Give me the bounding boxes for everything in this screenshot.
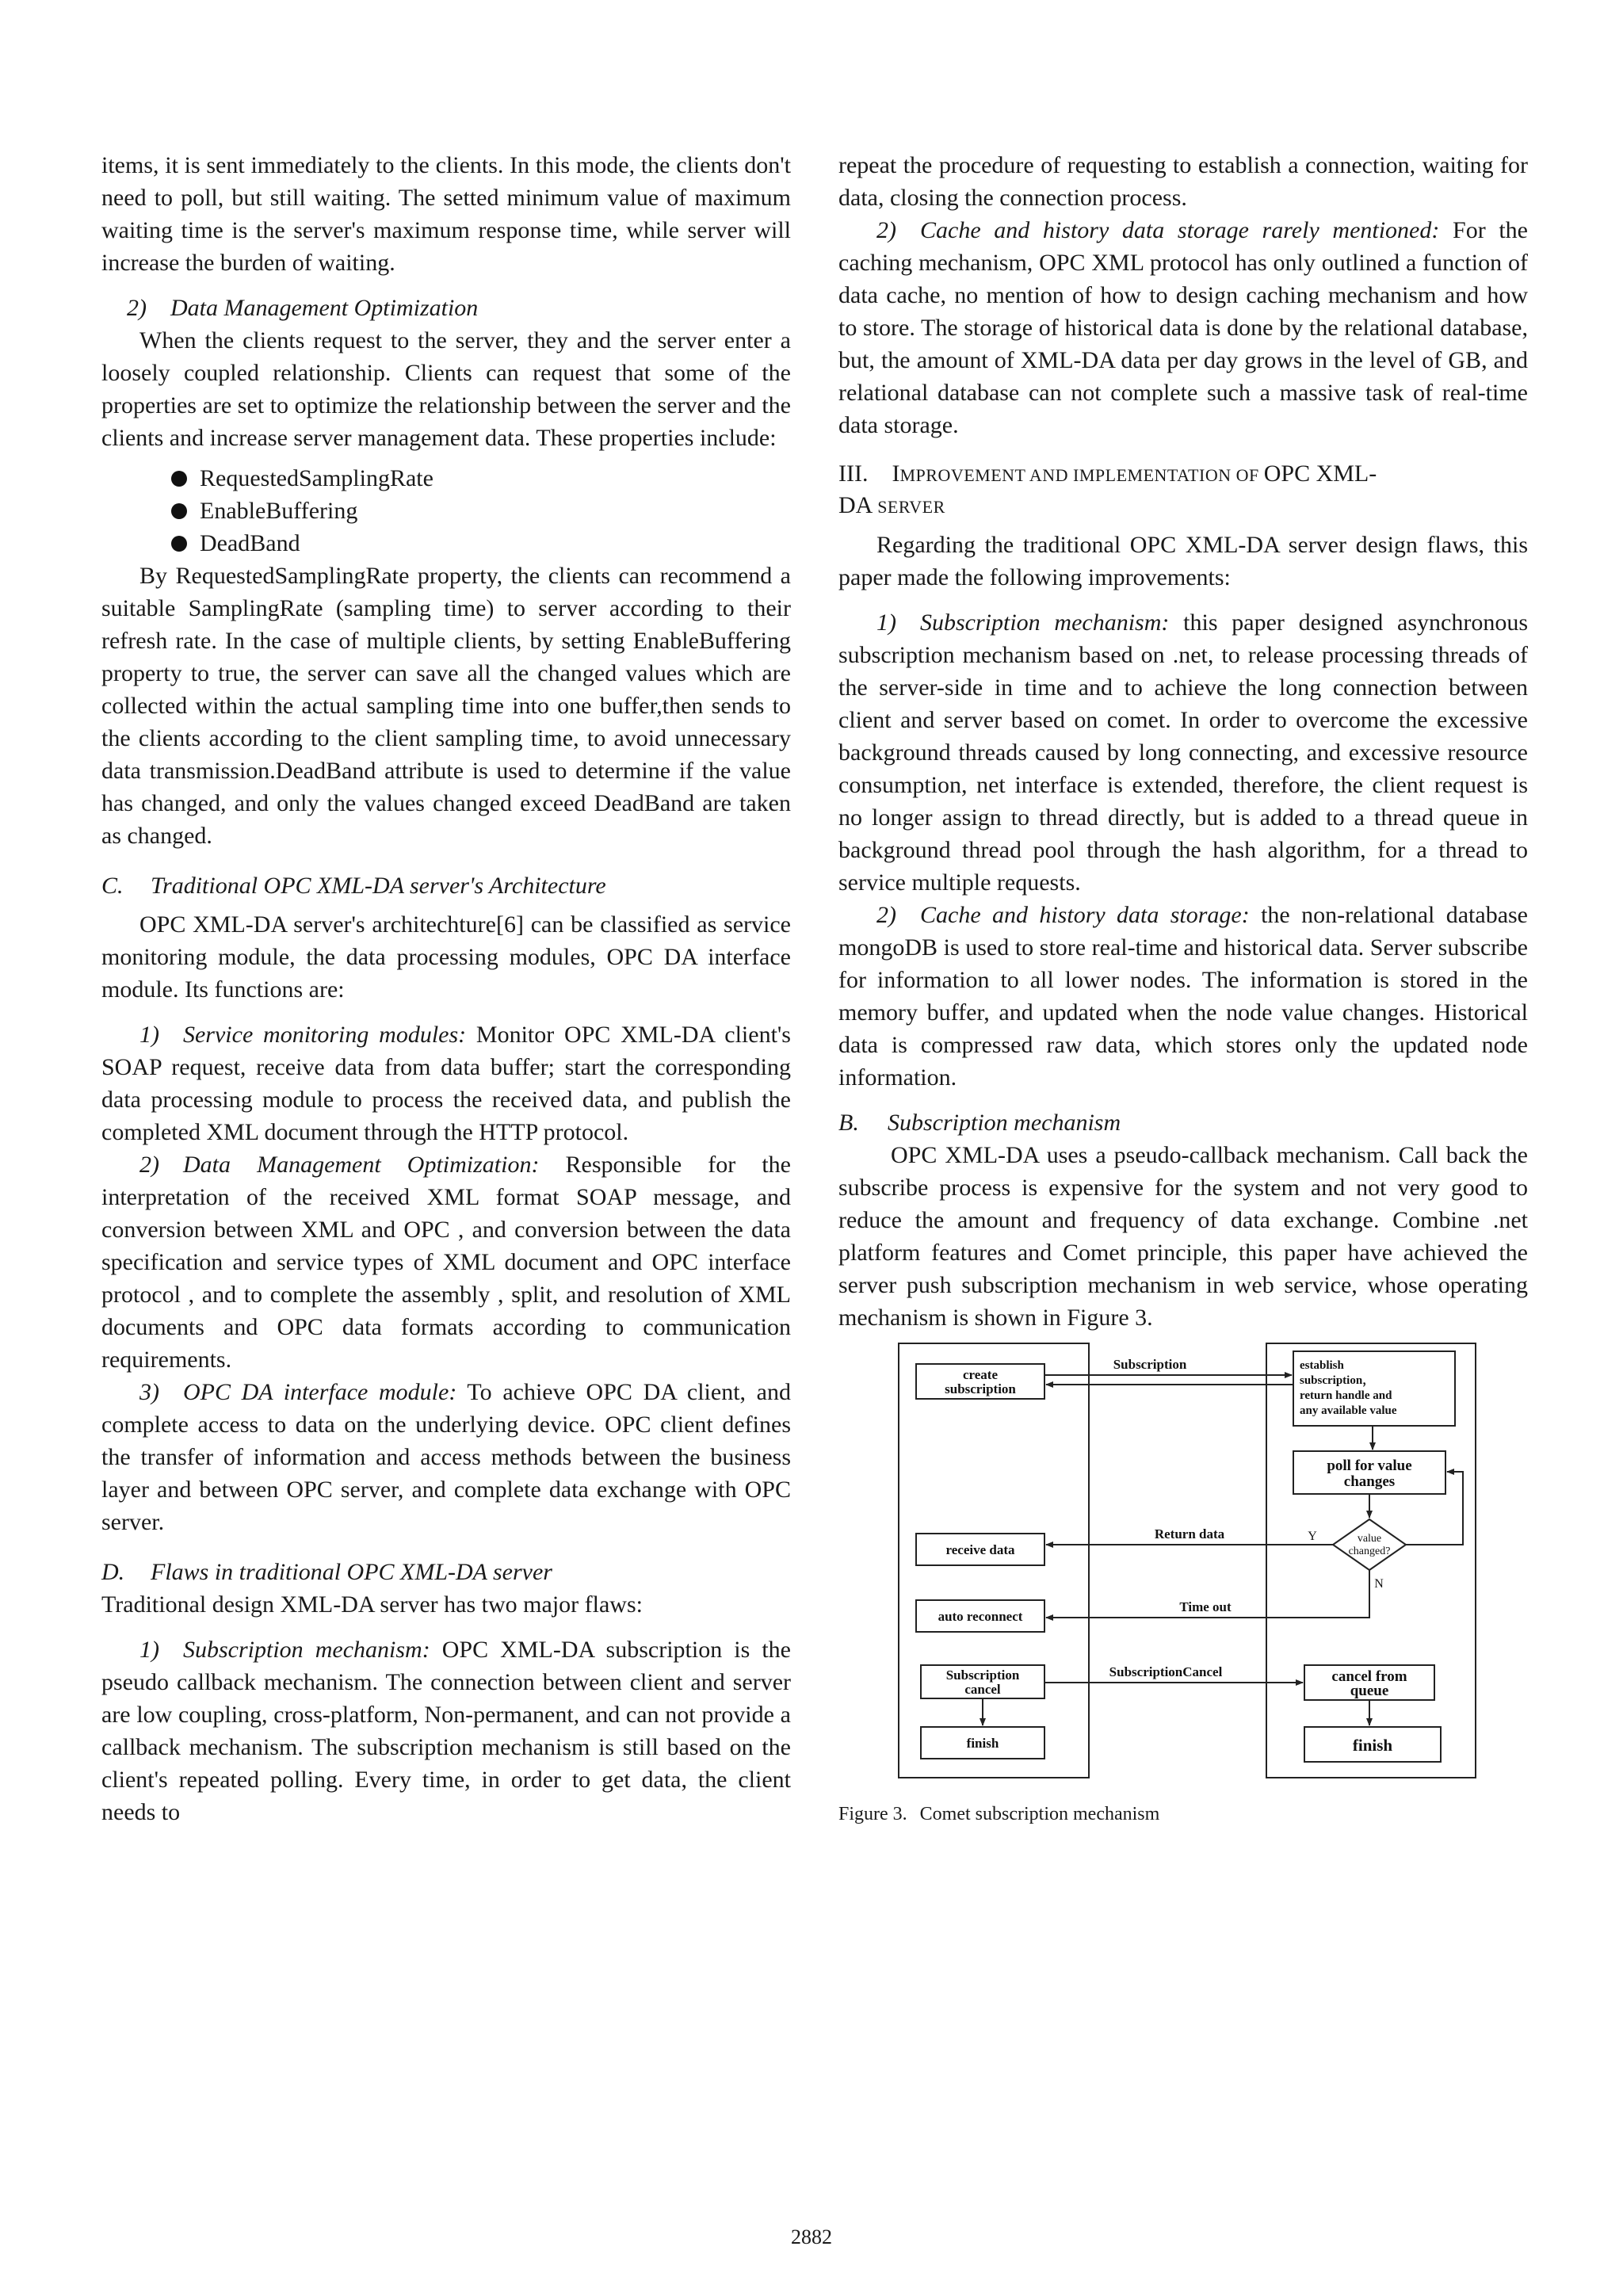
item-data-management: 2) Data Management Optimization: Responsible for the interpretation of the received XML format SOAP message, and conversion between XML and OPC , and conversion between the data specification and service types of XML document and OPC interface protocol , and to complete the assembly , split, and resolution of XML documents and OPC data formats according to communication requirements.	[101, 1152, 791, 1373]
right-column	[838, 149, 1528, 1831]
paragraph-continuation: repeat the procedure of requesting to establish a connection, waiting for data, closing the connection process.	[838, 152, 1528, 211]
section-heading-c: C. Traditional OPC XML-DA server's Architecture	[101, 873, 606, 899]
client-frame	[899, 1343, 1089, 1778]
yes-label: Y	[1308, 1530, 1317, 1543]
left-column	[101, 149, 791, 1828]
receive-data-label: receive data	[945, 1542, 1015, 1557]
return-data-arrow-label: Return data	[1154, 1526, 1225, 1541]
section-heading-b: B. Subscription mechanism	[838, 1110, 1121, 1136]
create-subscription-label-1: create	[962, 1367, 999, 1382]
item-service-monitoring: 1) Service monitoring modules: Monitor OPC XML-DA client's SOAP request, receive data from data buffer; start the corresponding data processing module to process the received data, and publish the completed XML document through the HTTP protocol.	[101, 1022, 791, 1145]
create-subscription-label-2: subscription	[945, 1381, 1016, 1396]
establish-label-4: any available value	[1300, 1404, 1397, 1417]
server-finish-label: finish	[1352, 1736, 1393, 1755]
section-heading-iii: III. IMPROVEMENT AND IMPLEMENTATION OF OPC XML- DA SERVER	[838, 460, 1377, 518]
poll-label-1: poll for value	[1327, 1457, 1412, 1474]
paragraph-subscription: OPC XML-DA uses a pseudo-callback mechanism. Call back the subscribe process is expensive for the system and not very good to reduce the amount and frequency of data exchange. Combine .net platform features and Comet principle, this paper have achieved the server push subscription mechanism in web service, whose operating mechanism is shown in Figure 3.	[838, 1142, 1528, 1331]
client-finish-label: finish	[966, 1736, 999, 1751]
loop-back-arrow	[1406, 1472, 1463, 1545]
bullet-icon	[171, 536, 187, 552]
decision-label-2: changed?	[1348, 1545, 1391, 1557]
item-flaw-subscription: 1) Subscription mechanism: OPC XML-DA subscription is the pseudo callback mechanism. The connection between client and server are low coupling, cross-platform, Non-permanent, and can not provide a callback mechanism. The subscription mechanism is still based on the client's repeated polling. Every time, in order to get data, the client needs to	[101, 1637, 791, 1825]
paragraph-intro: items, it is sent immediately to the clients. In this mode, the clients don't need to poll, but still waiting. The setted minimum value of maximum waiting time is the server's maximum response time, while server will increase the burden of waiting.	[101, 152, 791, 276]
cancel-from-queue-label-1: cancel from	[1331, 1668, 1407, 1685]
paragraph-properties: By RequestedSamplingRate property, the clients can recommend a suitable SamplingRate (sampling time) to server according to their refresh rate. In the case of multiple clients, by setting EnableBuffering property to true, the server can save all the changed values which are collected within the actual sampling time into one buffer,then sends to the clients according to the client sampling time, to avoid unnecessary data transmission.DeadBand attribute is used to determine if the value has changed, and only the values changed exceed DeadBand are taken as changed.	[101, 563, 791, 849]
timeout-arrow-label: Time out	[1179, 1599, 1232, 1614]
subscription-cancel-label-2: cancel	[964, 1682, 1001, 1697]
establish-label-1: establish	[1300, 1359, 1344, 1372]
paragraph-flaws: Traditional design XML-DA server has two major flaws:	[101, 1591, 643, 1618]
figure-caption: Figure 3. Comet subscription mechanism	[838, 1804, 1160, 1824]
subscription-cancel-label-1: Subscription	[945, 1668, 1020, 1683]
item-improvement-subscription: 1) Subscription mechanism: this paper designed asynchronous subscription mechanism based on .net, to release processing threads of the server-side in time and to achieve the long connection between client and server based on comet. In order to overcome the excessive background threads caused by long connecting, and excessive resource consumption, net interface is extended, therefore, the client request is no longer assign to thread directly, but is added to a thread queue in background thread pool through the hash algorithm, for a thread to service multiple requests.	[838, 609, 1529, 896]
paragraph-improvements: Regarding the traditional OPC XML-DA server design flaws, this paper made the following improvements:	[838, 532, 1528, 590]
property-list	[101, 462, 791, 560]
bullet-icon	[171, 503, 187, 519]
comet-subscription-diagram	[892, 1340, 1479, 1792]
list-item: RequestedSamplingRate	[171, 462, 791, 495]
decision-label-1: value	[1357, 1533, 1382, 1545]
establish-label-2: subscription，	[1300, 1374, 1375, 1387]
paragraph-architecture: OPC XML-DA server's architechture[6] can be classified as service monitoring module, the data processing modules, OPC DA interface module. Its functions are:	[101, 911, 791, 1003]
auto-reconnect-label: auto reconnect	[938, 1609, 1023, 1624]
list-item: EnableBuffering	[171, 495, 791, 527]
figure-3	[892, 1340, 1479, 1792]
establish-label-3: return handle and	[1300, 1389, 1392, 1402]
poll-label-2: changes	[1343, 1473, 1396, 1490]
subscription-arrow-label: Subscription	[1113, 1357, 1187, 1372]
page-number: 2882	[791, 2225, 832, 2248]
section-heading-d: D. Flaws in traditional OPC XML-DA server	[101, 1559, 552, 1585]
value-changed-decision	[1333, 1519, 1406, 1570]
item-opc-da-interface: 3) OPC DA interface module: To achieve OPC DA client, and complete access to data on the underlying device. OPC client defines the transfer of information and access methods between the business layer and between OPC server, and complete data exchange with OPC server.	[101, 1379, 791, 1535]
subscription-cancel-arrow-label: SubscriptionCancel	[1109, 1664, 1223, 1679]
item-flaw-cache: 2) Cache and history data storage rarely mentioned: For the caching mechanism, OPC XML protocol has only outlined a function of data cache, no mention of how to design caching mechanism and how to store. The storage of historical data is done by the relational database, but, the amount of XML-DA data per day grows in the level of GB, and relational database can not complete such a massive task of real-time data storage.	[838, 217, 1529, 438]
paragraph-data-management: When the clients request to the server, they and the server enter a loosely coupled relationship. Clients can request that some of the properties are set to optimize the relationship between the server and the clients and increase server management data. These properties include:	[101, 327, 791, 451]
item-improvement-cache: 2) Cache and history data storage: the non-relational database mongoDB is used to store real-time and historical data. Server subscribe for information to all lower nodes. The information is stored in the memory buffer, and updated when the node value changes. Historical data is compressed raw data, which stores only the updated node information.	[838, 902, 1528, 1091]
cancel-from-queue-label-2: queue	[1350, 1683, 1389, 1699]
bullet-icon	[171, 471, 187, 487]
list-item: DeadBand	[171, 527, 791, 560]
subsection-heading-data-management: 2) Data Management Optimization	[127, 295, 479, 321]
no-label: N	[1374, 1577, 1384, 1591]
